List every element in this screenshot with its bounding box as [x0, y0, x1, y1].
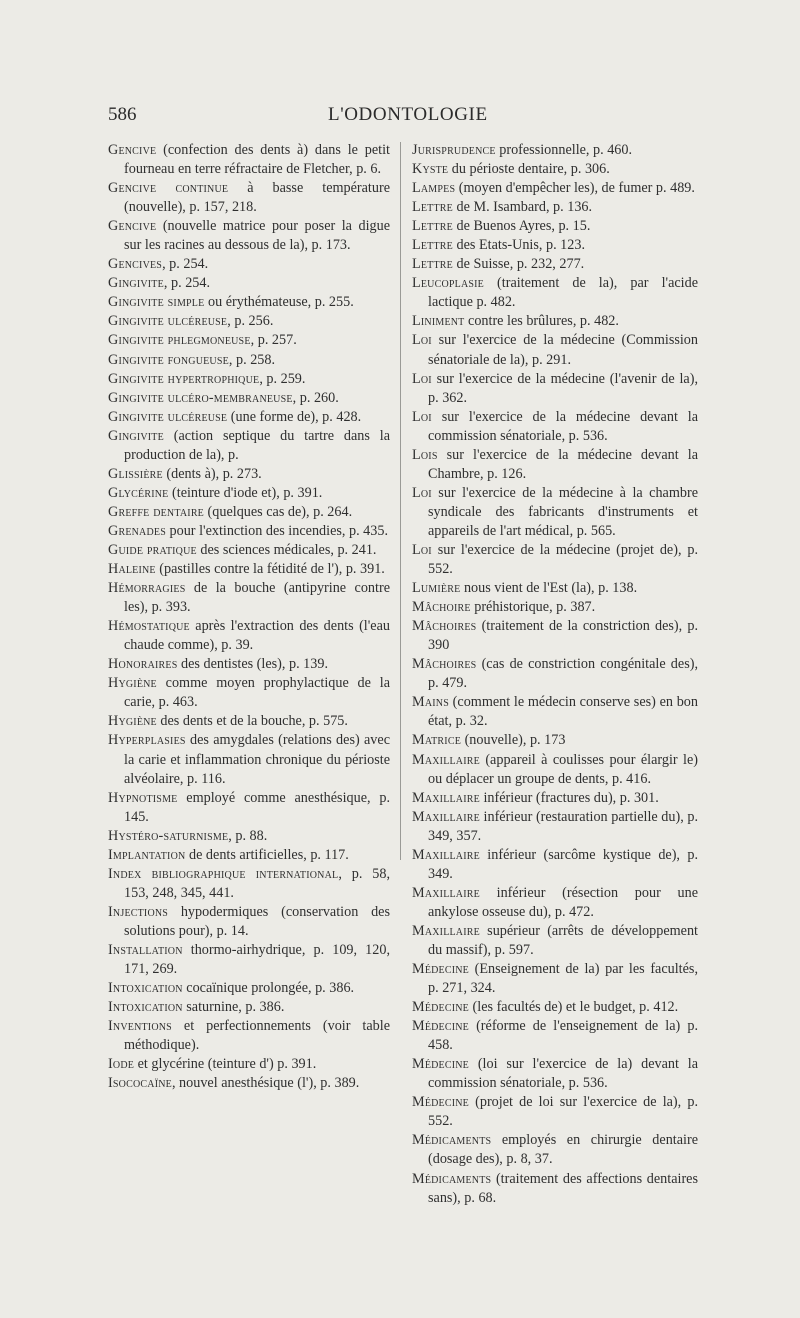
- entry-heading: Index bibliographique international: [108, 865, 339, 882]
- entry-text: de la bouche (antipyrine contre les), p. 393.: [124, 580, 390, 616]
- index-entry: [108, 674, 390, 712]
- entry-text: des amygdales (relations des) avec la carie et inflammation chronique du périoste alvéolaire, p. 116.: [124, 732, 390, 787]
- entry-heading: Médecine: [412, 1094, 469, 1111]
- index-entry: [108, 331, 390, 350]
- entry-heading: Liniment: [412, 313, 465, 330]
- index-entry: [412, 1055, 698, 1093]
- entry-text: sur l'exercice de la médecine à la chambre syndicale des fabricants d'instruments et appareils de l'art médical, p. 565.: [428, 484, 698, 539]
- index-entry: [108, 274, 390, 293]
- index-entry: [412, 198, 698, 217]
- entry-heading: Honoraires: [108, 656, 178, 673]
- entry-heading: Gingivite: [108, 427, 164, 444]
- index-entry: [108, 1055, 390, 1074]
- index-entry: [412, 217, 698, 236]
- index-entry: [108, 1074, 390, 1093]
- index-entry: [412, 617, 698, 655]
- index-entry: [412, 1170, 698, 1208]
- entry-text: comme moyen prophylactique de la carie, p. 463.: [124, 675, 390, 711]
- entry-text: , p. 254.: [162, 256, 209, 273]
- entry-heading: Greffe dentaire: [108, 503, 204, 520]
- entry-heading: Maxillaire: [412, 808, 480, 825]
- entry-text: (cas de constriction congénitale des), p. 479.: [428, 656, 698, 692]
- entry-text: de dents artificielles, p. 117.: [185, 846, 349, 863]
- entry-text: (loi sur l'exercice de la) devant la commission sénatoriale, p. 536.: [428, 1056, 698, 1092]
- index-entry: [108, 560, 390, 579]
- entry-heading: Lumière: [412, 580, 461, 597]
- entry-text: professionnelle, p. 460.: [495, 142, 633, 158]
- entry-text: (pastilles contre la fétidité de l'), p. 391.: [155, 561, 385, 578]
- entry-text: des Etats-Unis, p. 123.: [452, 237, 585, 254]
- index-entry: [412, 579, 698, 598]
- entry-heading: Maxillaire: [412, 751, 480, 768]
- entry-heading: Mâchoires: [412, 656, 477, 673]
- index-entry: [108, 255, 390, 274]
- index-entry: [412, 179, 698, 198]
- entry-heading: Médecine: [412, 961, 469, 978]
- entry-heading: Maxillaire: [412, 922, 480, 939]
- entry-heading: Hystéro-saturnisme: [108, 827, 229, 844]
- index-entry: [108, 312, 390, 331]
- index-entry: [108, 427, 390, 465]
- entry-text: , p. 260.: [292, 389, 339, 406]
- index-entry: [108, 789, 390, 827]
- entry-text: employés en chirurgie dentaire (dosage des), p. 8, 37.: [428, 1132, 698, 1168]
- entry-text: (dents à), p. 273.: [162, 465, 262, 482]
- entry-text: à basse température (nouvelle), p. 157, 218.: [124, 180, 390, 216]
- entry-heading: Gingivite phlegmoneuse: [108, 332, 251, 349]
- entry-text: préhistorique, p. 387.: [470, 599, 596, 616]
- entry-heading: Hygiène: [108, 713, 157, 730]
- entry-text: (traitement de la), par l'acide lactique p. 482.: [428, 275, 698, 311]
- index-entry: [412, 274, 698, 312]
- entry-heading: Médecine: [412, 999, 469, 1016]
- index-entry: [108, 579, 390, 617]
- index-entry: [412, 655, 698, 693]
- index-entry: [108, 408, 390, 427]
- index-entry: [412, 1131, 698, 1169]
- entry-heading: Loi: [412, 408, 432, 425]
- entry-heading: Médicaments: [412, 1132, 492, 1149]
- running-head: L'ODONTOLOGIE: [328, 104, 488, 125]
- entry-text: (traitement des affections dentaires sans), p. 68.: [428, 1170, 698, 1206]
- index-entry: [412, 846, 698, 884]
- entry-heading: Grenades: [108, 522, 166, 539]
- entry-text: des dents et de la bouche, p. 575.: [156, 713, 348, 730]
- entry-heading: Maxillaire: [412, 884, 480, 901]
- entry-text: (réforme de l'enseignement de la) p. 458.: [428, 1018, 698, 1054]
- entry-heading: Gencive continue: [108, 180, 229, 197]
- index-entry: [412, 370, 698, 408]
- entry-text: (traitement de la constriction des), p. 390: [428, 618, 698, 654]
- index-entry: [412, 998, 698, 1017]
- entry-heading: Mâchoire: [412, 599, 471, 616]
- entry-heading: Gingivite ulcéro-membraneuse: [108, 389, 293, 406]
- index-entry: [108, 846, 390, 865]
- entry-heading: Loi: [412, 484, 432, 501]
- entry-text: (quelques cas de), p. 264.: [204, 503, 353, 520]
- index-entry: [108, 541, 390, 560]
- entry-heading: Installation: [108, 941, 183, 958]
- index-entry: [412, 541, 698, 579]
- index-entry: [412, 331, 698, 369]
- index-entry: [412, 808, 698, 846]
- entry-heading: Inventions: [108, 1018, 172, 1035]
- entry-text: de M. Isambard, p. 136.: [452, 199, 593, 216]
- entry-heading: Maxillaire: [412, 846, 480, 863]
- entry-heading: Hémostatique: [108, 618, 190, 635]
- entry-heading: Gingivite fongueuse: [108, 351, 229, 368]
- entry-heading: Lampes: [412, 180, 456, 197]
- entry-heading: Loi: [412, 370, 432, 387]
- index-entry: [108, 141, 390, 179]
- index-entry: [108, 293, 390, 312]
- column-divider: [400, 142, 401, 860]
- index-entry: [412, 255, 698, 274]
- entry-text: employé comme anesthésique, p. 145.: [124, 789, 390, 825]
- entry-text: (action septique du tartre dans la production de la), p.: [124, 427, 390, 463]
- entry-heading: Glycérine: [108, 484, 169, 501]
- index-entry: [412, 693, 698, 731]
- entry-text: hypodermiques (conservation des solutions pour), p. 14.: [124, 903, 390, 939]
- entry-text: contre les brûlures, p. 482.: [464, 313, 619, 330]
- entry-text: (teinture d'iode et), p. 391.: [168, 484, 323, 501]
- entry-heading: Mains: [412, 694, 449, 711]
- entry-heading: Médecine: [412, 1056, 469, 1073]
- entry-text: inférieur (résection pour une ankylose osseuse du), p. 472.: [428, 884, 698, 920]
- entry-heading: Isococaïne: [108, 1075, 172, 1092]
- index-entry: [412, 312, 698, 331]
- index-entry: [108, 484, 390, 503]
- entry-text: supérieur (arrêts de développement du massif), p. 597.: [428, 922, 698, 958]
- index-entry: [412, 960, 698, 998]
- index-entry: [108, 351, 390, 370]
- index-entry: [412, 484, 698, 541]
- entry-text: des dentistes (les), p. 139.: [177, 656, 329, 673]
- index-entry: [108, 903, 390, 941]
- index-entry: [108, 465, 390, 484]
- entry-heading: Jurisprudence: [412, 142, 496, 158]
- index-entry: [412, 141, 698, 160]
- entry-text: (nouvelle), p. 173: [461, 732, 566, 749]
- entry-heading: Loi: [412, 541, 432, 558]
- index-entry: [412, 446, 698, 484]
- entry-heading: Leucoplasie: [412, 275, 484, 292]
- entry-text: (comment le médecin conserve ses) en bon état, p. 32.: [428, 694, 698, 730]
- index-entry: [108, 503, 390, 522]
- index-entry: [108, 389, 390, 408]
- entry-heading: Médecine: [412, 1018, 469, 1035]
- entry-text: ou érythémateuse, p. 255.: [204, 294, 354, 311]
- entry-heading: Lois: [412, 446, 438, 463]
- entry-heading: Hémorragies: [108, 580, 186, 597]
- index-entry: [412, 408, 698, 446]
- entry-text: , p. 257.: [250, 332, 297, 349]
- index-entry: [108, 522, 390, 541]
- entry-text: (nouvelle matrice pour poser la digue sur les racines au dessous de la), p. 173.: [124, 218, 390, 254]
- entry-text: , p. 254.: [163, 275, 211, 292]
- index-entry: [108, 655, 390, 674]
- entry-heading: Iode: [108, 1056, 135, 1073]
- entry-heading: Hygiène: [108, 675, 157, 692]
- entry-heading: Guide pratique: [108, 541, 197, 558]
- entry-heading: Lettre: [412, 218, 453, 235]
- entry-text: sur l'exercice de la médecine (Commission sénatoriale de la), p. 291.: [428, 332, 698, 368]
- entry-heading: Médicaments: [412, 1170, 492, 1187]
- index-entry: [412, 751, 698, 789]
- entry-text: sur l'exercice de la médecine devant la commission sénatoriale, p. 536.: [428, 408, 698, 444]
- entry-text: (appareil à coulisses pour élargir le) ou déplacer un groupe de dents, p. 416.: [428, 751, 698, 787]
- entry-heading: Injections: [108, 903, 169, 920]
- entry-text: sur l'exercice de la médecine (l'avenir de la), p. 362.: [428, 370, 698, 406]
- entry-heading: Hypnotisme: [108, 789, 178, 806]
- entry-heading: Gingivite ulcéreuse: [108, 408, 228, 425]
- entry-text: , p. 58, 153, 248, 345, 441.: [124, 865, 391, 901]
- entry-heading: Intoxication: [108, 999, 183, 1016]
- entry-heading: Glissière: [108, 465, 163, 482]
- entry-heading: Gingivite hypertrophique: [108, 370, 260, 387]
- entry-heading: Matrice: [412, 732, 462, 749]
- index-entry: [108, 712, 390, 731]
- entry-text: , p. 258.: [228, 351, 276, 368]
- entry-heading: Gingivite: [108, 275, 164, 292]
- entry-heading: Loi: [412, 332, 432, 349]
- entry-heading: Hyperplasies: [108, 732, 186, 749]
- entry-text: nous vient de l'Est (la), p. 138.: [460, 580, 638, 597]
- index-entry: [412, 789, 698, 808]
- index-entry: [108, 865, 390, 903]
- entry-heading: Gencive: [108, 142, 157, 158]
- page-number: 586: [108, 104, 137, 125]
- entry-heading: Gingivite ulcéreuse: [108, 313, 228, 330]
- entry-text: cocaïnique prolongée, p. 386.: [182, 980, 355, 997]
- entry-heading: Lettre: [412, 237, 453, 254]
- entry-text: sur l'exercice de la médecine devant la Chambre, p. 126.: [428, 446, 698, 482]
- entry-text: inférieur (sarcôme kystique de), p. 349.: [428, 846, 698, 882]
- entry-heading: Intoxication: [108, 980, 183, 997]
- index-entry: [412, 236, 698, 255]
- index-entry: [108, 179, 390, 217]
- entry-text: (projet de loi sur l'exercice de la), p. 552.: [428, 1094, 698, 1130]
- entry-text: , p. 259.: [259, 370, 306, 387]
- index-entry: [108, 979, 390, 998]
- index-entry: [412, 922, 698, 960]
- entry-text: sur l'exercice de la médecine (projet de), p. 552.: [428, 541, 698, 578]
- index-entry: [412, 731, 698, 750]
- entry-text: , p. 88.: [228, 827, 268, 844]
- index-entry: [412, 1017, 698, 1055]
- entry-text: , nouvel anesthésique (l'), p. 389.: [171, 1075, 360, 1092]
- entry-heading: Maxillaire: [412, 789, 480, 806]
- entry-heading: Lettre: [412, 256, 453, 273]
- entry-text: pour l'extinction des incendies, p. 435.: [165, 522, 388, 539]
- index-entry: [108, 827, 390, 846]
- entry-text: des sciences médicales, p. 241.: [196, 541, 377, 558]
- entry-heading: Gencive: [108, 218, 157, 235]
- index-column-right: [412, 141, 698, 1208]
- entry-text: après l'extraction des dents (l'eau chaude comme), p. 39.: [124, 618, 390, 654]
- entry-text: (confection des dents à) dans le petit fourneau en terre réfractaire de Fletcher, p. 6.: [124, 142, 390, 178]
- index-entry: [108, 617, 390, 655]
- index-entry: [412, 598, 698, 617]
- entry-text: du périoste dentaire, p. 306.: [448, 161, 610, 178]
- entry-text: saturnine, p. 386.: [182, 999, 285, 1016]
- index-entry: [108, 941, 390, 979]
- index-entry: [108, 731, 390, 788]
- index-entry: [108, 217, 390, 255]
- index-entry: [108, 998, 390, 1017]
- index-column-left: [108, 141, 390, 1093]
- entry-text: (les facultés de) et le budget, p. 412.: [468, 999, 679, 1016]
- index-entry: [412, 884, 698, 922]
- entry-text: thormo-airhydrique, p. 109, 120, 171, 269.: [124, 941, 390, 978]
- entry-text: , p. 256.: [227, 313, 274, 330]
- entry-text: inférieur (fractures du), p. 301.: [479, 789, 659, 806]
- entry-text: de Buenos Ayres, p. 15.: [452, 218, 591, 235]
- entry-heading: Implantation: [108, 846, 186, 863]
- entry-text: et perfectionnements (voir table méthodique).: [124, 1018, 390, 1054]
- entry-heading: Gingivite simple: [108, 294, 205, 311]
- entry-heading: Kyste: [412, 161, 449, 178]
- index-entry: [108, 370, 390, 389]
- entry-heading: Gencives: [108, 256, 163, 273]
- entry-text: (une forme de), p. 428.: [227, 408, 362, 425]
- entry-heading: Haleine: [108, 561, 156, 578]
- entry-heading: Lettre: [412, 199, 453, 216]
- entry-text: (Enseignement de la) par les facultés, p. 271, 324.: [428, 961, 698, 997]
- index-entry: [412, 1093, 698, 1131]
- entry-text: (moyen d'empêcher les), de fumer p. 489.: [455, 180, 695, 197]
- entry-heading: Mâchoires: [412, 618, 477, 635]
- index-entry: [108, 1017, 390, 1055]
- entry-text: de Suisse, p. 232, 277.: [452, 256, 585, 273]
- index-entry: [412, 160, 698, 179]
- entry-text: et glycérine (teinture d') p. 391.: [134, 1056, 317, 1073]
- entry-text: inférieur (restauration partielle du), p. 349, 357.: [428, 808, 698, 844]
